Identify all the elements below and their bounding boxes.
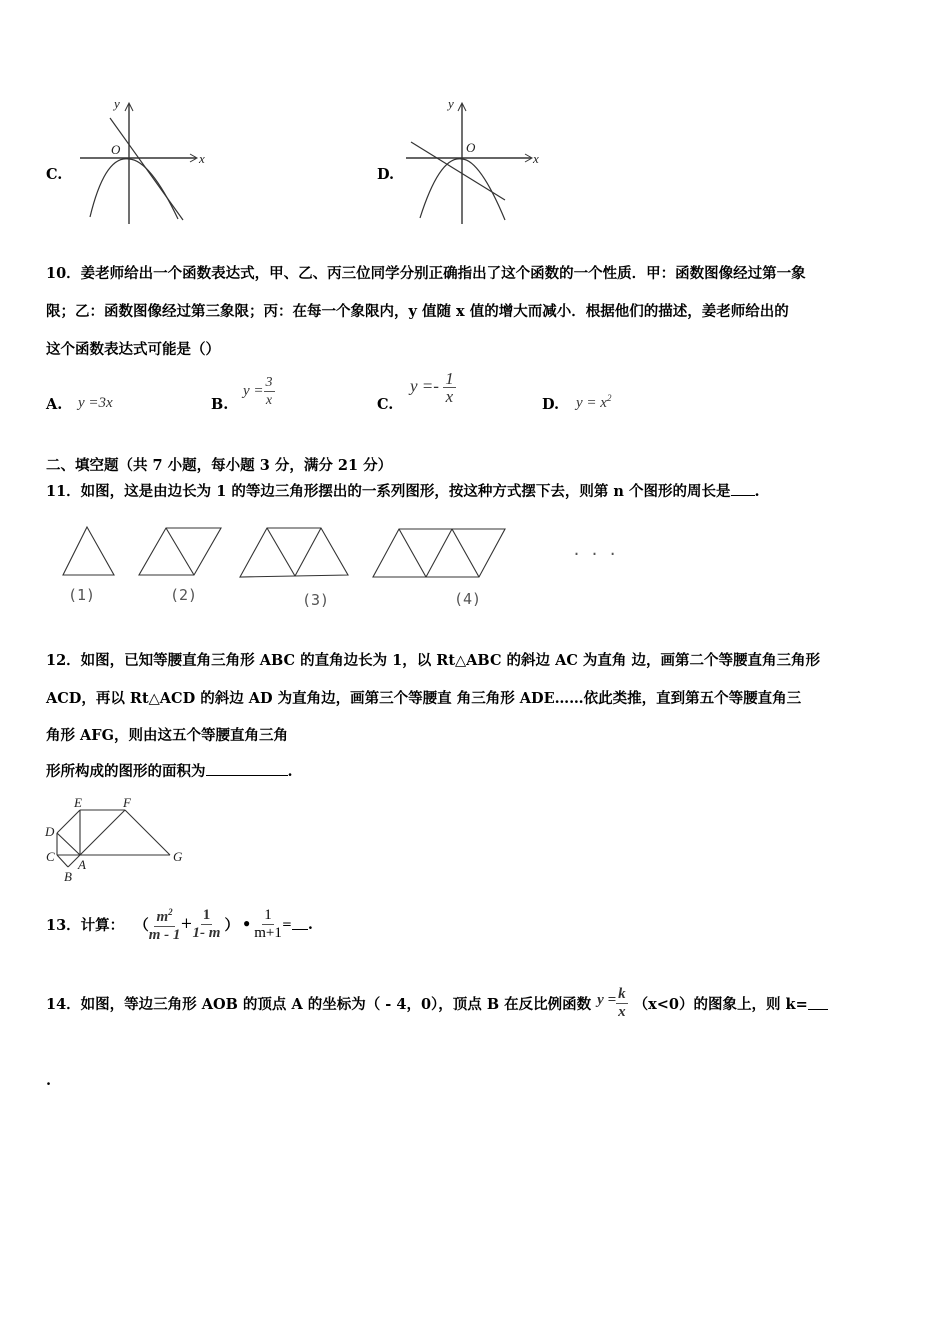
q10-option-d-expr: $y = x^2$ — [576, 393, 612, 411]
q10-line-1: 10．姜老师给出一个函数表达式，甲、乙、丙三位同学分别正确指出了这个函数的一个性质．甲：函数图像经过第一象 — [46, 265, 806, 282]
svg-text:(4): (4) — [454, 590, 482, 608]
q10-line-2: 限；乙：函数图像经过第三象限；丙：在每一个象限内，y 值随 x 值的增大而减小．根据他们的描述，姜老师给出的 — [46, 303, 789, 320]
q9-option-c-label: C. — [46, 166, 63, 183]
section-heading: 二、填空题（共 7 小题，每小题 3 分，满分 21 分） — [46, 457, 393, 474]
q13-expression: 13．计算： （ $\frac{m^2}{m - 1}$ + $\frac{1}{1- m}$ ） • $\frac{1}{m+1}$ = . — [46, 904, 313, 944]
svg-text:O: O — [111, 142, 121, 157]
q9-option-d-label: D. — [377, 166, 395, 183]
svg-text:x: x — [533, 151, 539, 166]
svg-text:(3): (3) — [302, 591, 330, 609]
q10-option-a-expr: y =3x — [78, 395, 113, 411]
q12-line-2: ACD，再以 Rt△ACD 的斜边 AD 为直角边，画第三个等腰直 角三角形 ADE……依此类推，直到第五个等腰直角三 — [46, 690, 802, 707]
svg-text:· · ·: · · · — [572, 545, 618, 563]
q10-option-a-label: A. — [46, 396, 63, 413]
svg-text:F: F — [123, 795, 131, 810]
q12-line-1: 12．如图，已知等腰直角三角形 ABC 的直角边长为 1，以 Rt△ABC 的斜边 AC 为直角 边，画第二个等腰直角三角形 — [46, 652, 820, 669]
svg-text:C: C — [46, 849, 55, 864]
q12-line-3: 角形 AFG，则由这五个等腰直角三角 — [46, 727, 288, 744]
svg-text:G: G — [173, 849, 183, 864]
svg-text:B: B — [64, 869, 72, 884]
q14-text: 14．如图，等边三角形 AOB 的顶点 A 的坐标为（ - 4，0），顶点 B 在反比例函数 y = $\frac{k}{x}$ （x<0）的图象上，则 k= — [46, 986, 828, 1021]
q10-line-3: 这个函数表达式可能是（） — [46, 341, 220, 358]
q10-option-c-label: C. — [377, 396, 394, 413]
svg-text:O: O — [466, 140, 476, 155]
svg-text:x: x — [199, 151, 205, 166]
svg-text:y: y — [114, 96, 120, 111]
svg-text:(2): (2) — [170, 586, 198, 604]
svg-text:D: D — [45, 824, 55, 839]
q10-option-b-label: B. — [211, 396, 229, 413]
q11-text: 11．如图，这是由边长为 1 的等边三角形摆出的一系列图形，按这种方式摆下去，则第 n 个图形的周长是 . — [46, 483, 760, 500]
svg-text:y: y — [448, 96, 454, 111]
q10-option-c-expr: y =- $\frac{1}{x}$ — [410, 369, 454, 406]
q10-option-b-expr: y = $\frac{3}{x}$ — [243, 375, 273, 408]
svg-text:(1): (1) — [68, 586, 96, 604]
svg-text:A: A — [78, 857, 86, 872]
q10-option-d-label: D. — [542, 396, 560, 413]
q14-end: . — [46, 1072, 52, 1089]
svg-text:E: E — [74, 795, 82, 810]
q12-line-4: 形所构成的图形的面积为 . — [46, 763, 293, 780]
